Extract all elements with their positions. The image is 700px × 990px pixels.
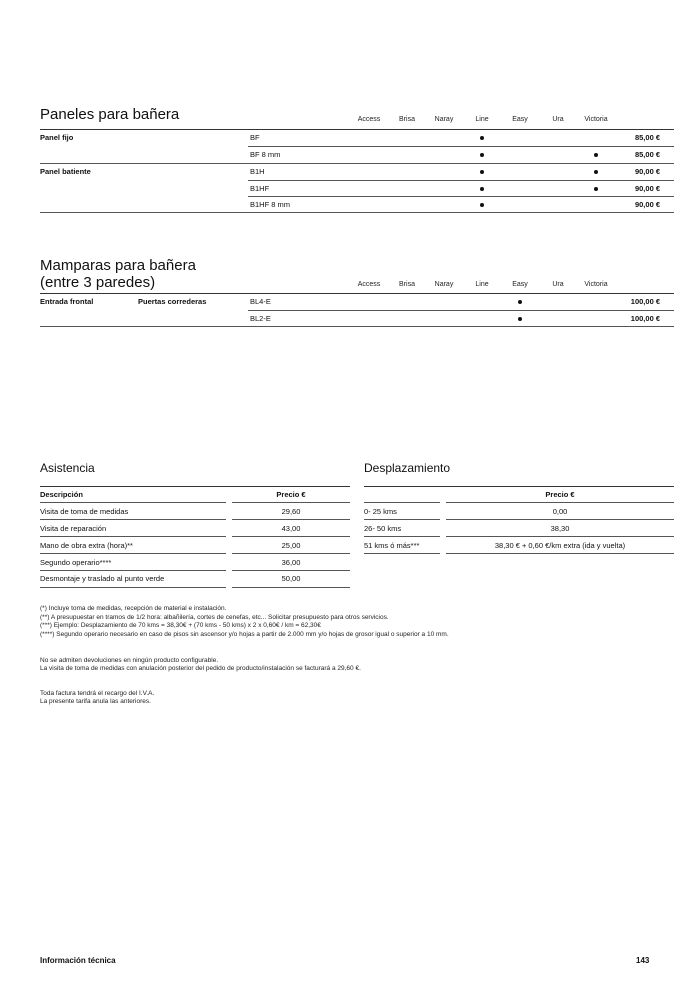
price-cell: 43,00 xyxy=(281,524,301,533)
price-cell: 25,00 xyxy=(281,541,301,550)
desc-cell: 51 kms ó más*** xyxy=(364,541,420,550)
price-cell: 38,30 xyxy=(550,524,570,533)
footnote: (****) Segundo operario necesario en caso de pisos sin ascensor y/o hojas a partir de 2.000 mm y/o hojas de grosor igual o superior a 10 mm. xyxy=(40,631,449,638)
price-cell: 50,00 xyxy=(281,574,301,583)
row-divider xyxy=(40,519,226,520)
row-divider xyxy=(248,196,674,197)
table-bottom-rule xyxy=(40,587,226,588)
row-divider xyxy=(248,180,674,181)
desplazamiento-title: Desplazamiento xyxy=(364,461,451,475)
col-brisa: Brisa xyxy=(399,281,415,288)
price-cell: 90,00 € xyxy=(634,167,660,176)
paneles-top-rule xyxy=(40,129,674,130)
footnote: (***) Ejemplo: Desplazamiento de 70 kms = 38,30€ + (70 kms - 50 kms) x 2 x 0,60€ / km = 62,30€ xyxy=(40,622,321,629)
row-divider xyxy=(446,536,674,537)
model-cell: B1HF xyxy=(250,184,270,193)
availability-dot xyxy=(518,300,522,304)
model-cell: BL4-E xyxy=(250,297,271,306)
row-divider xyxy=(446,519,674,520)
policy-note: La visita de toma de medidas con anulación posterior del pedido de producto/instalación se facturará a 29,60 €. xyxy=(40,665,361,672)
footnote: (**) A presupuestar en tramos de 1/2 hora: albañilería, cortes de cenefas, etc... Solicitar presupuesto para otros servicios. xyxy=(40,614,389,621)
model-cell: B1H xyxy=(250,167,265,176)
col-easy: Easy xyxy=(512,116,528,123)
price-cell: 100,00 € xyxy=(630,297,660,306)
policy-note: Toda factura tendrá el recargo del I.V.A. xyxy=(40,690,155,697)
col-line: Line xyxy=(475,116,489,123)
col-ura: Ura xyxy=(552,281,564,288)
mamparas-title-line1: Mamparas para bañera xyxy=(40,257,196,274)
desplazamiento-header-price: Precio € xyxy=(545,490,575,499)
model-cell: B1HF 8 mm xyxy=(250,200,291,209)
availability-dot xyxy=(480,136,484,140)
mamparas-top-rule xyxy=(40,293,674,294)
col-ura: Ura xyxy=(552,116,564,123)
desplazamiento-top-rule xyxy=(364,486,674,487)
footer-label: Información técnica xyxy=(40,956,116,965)
desc-cell: Desmontaje y traslado al punto verde xyxy=(40,574,165,583)
availability-dot xyxy=(594,153,598,157)
row-divider xyxy=(232,553,350,554)
sub-label-puertas-correderas: Puertas correderas xyxy=(138,297,207,306)
row-divider xyxy=(40,536,226,537)
price-cell: 85,00 € xyxy=(634,150,660,159)
row-divider xyxy=(232,570,350,571)
price-cell: 0,00 xyxy=(552,507,568,516)
mamparas-title-line2: (entre 3 paredes) xyxy=(40,274,156,291)
desc-cell: Segundo operario**** xyxy=(40,558,112,567)
col-line: Line xyxy=(475,281,489,288)
availability-dot xyxy=(480,153,484,157)
availability-dot xyxy=(518,317,522,321)
asistencia-title: Asistencia xyxy=(40,461,95,475)
model-cell: BF xyxy=(250,133,260,142)
price-cell: 29,60 xyxy=(281,507,301,516)
row-divider xyxy=(40,570,226,571)
table-bottom-rule xyxy=(40,326,674,327)
group-label-entrada-frontal: Entrada frontal xyxy=(40,297,94,306)
price-cell: 90,00 € xyxy=(634,184,660,193)
row-divider xyxy=(364,536,440,537)
col-naray: Naray xyxy=(434,281,454,288)
policy-note: No se admiten devoluciones en ningún producto configurable. xyxy=(40,657,219,664)
price-cell: 38,30 € + 0,60 €/km extra (ida y vuelta) xyxy=(494,541,626,550)
col-access: Access xyxy=(357,116,381,123)
model-cell: BF 8 mm xyxy=(250,150,281,159)
col-victoria: Victoria xyxy=(584,281,608,288)
row-divider xyxy=(40,553,226,554)
col-brisa: Brisa xyxy=(399,116,415,123)
paneles-title: Paneles para bañera xyxy=(40,106,180,123)
availability-dot xyxy=(594,170,598,174)
price-cell: 100,00 € xyxy=(630,314,660,323)
price-cell: 90,00 € xyxy=(634,200,660,209)
asistencia-header-desc: Descripción xyxy=(40,490,83,499)
availability-dot xyxy=(480,187,484,191)
availability-dot xyxy=(480,203,484,207)
desc-cell: Visita de toma de medidas xyxy=(40,507,129,516)
asistencia-header-price: Precio € xyxy=(276,490,306,499)
price-cell: 85,00 € xyxy=(634,133,660,142)
desc-cell: Mano de obra extra (hora)** xyxy=(40,541,133,550)
price-cell: 36,00 xyxy=(281,558,301,567)
footnote: (*) Incluye toma de medidas, recepción de material e instalación. xyxy=(40,605,227,612)
desc-cell: 0- 25 kms xyxy=(364,507,397,516)
desc-cell: 26- 50 kms xyxy=(364,524,402,533)
model-cell: BL2-E xyxy=(250,314,271,323)
table-bottom-rule xyxy=(40,212,674,213)
asistencia-top-rule xyxy=(40,486,350,487)
table-bottom-rule xyxy=(232,587,350,588)
row-divider xyxy=(40,502,226,503)
row-divider xyxy=(248,146,674,147)
group-label-panel-batiente: Panel batiente xyxy=(40,167,91,176)
group-divider xyxy=(40,163,674,164)
col-access: Access xyxy=(357,281,381,288)
page-number: 143 xyxy=(636,956,650,965)
col-naray: Naray xyxy=(434,116,454,123)
row-divider xyxy=(232,519,350,520)
policy-note: La presente tarifa anula las anteriores. xyxy=(40,698,151,705)
availability-dot xyxy=(594,187,598,191)
availability-dot xyxy=(480,170,484,174)
row-divider xyxy=(446,502,674,503)
row-divider xyxy=(364,502,440,503)
col-victoria: Victoria xyxy=(584,116,608,123)
row-divider xyxy=(248,310,674,311)
row-divider xyxy=(232,502,350,503)
row-divider xyxy=(232,536,350,537)
table-bottom-rule xyxy=(364,553,440,554)
desc-cell: Visita de reparación xyxy=(40,524,107,533)
col-easy: Easy xyxy=(512,281,528,288)
row-divider xyxy=(364,519,440,520)
group-label-panel-fijo: Panel fijo xyxy=(40,133,74,142)
table-bottom-rule xyxy=(446,553,674,554)
